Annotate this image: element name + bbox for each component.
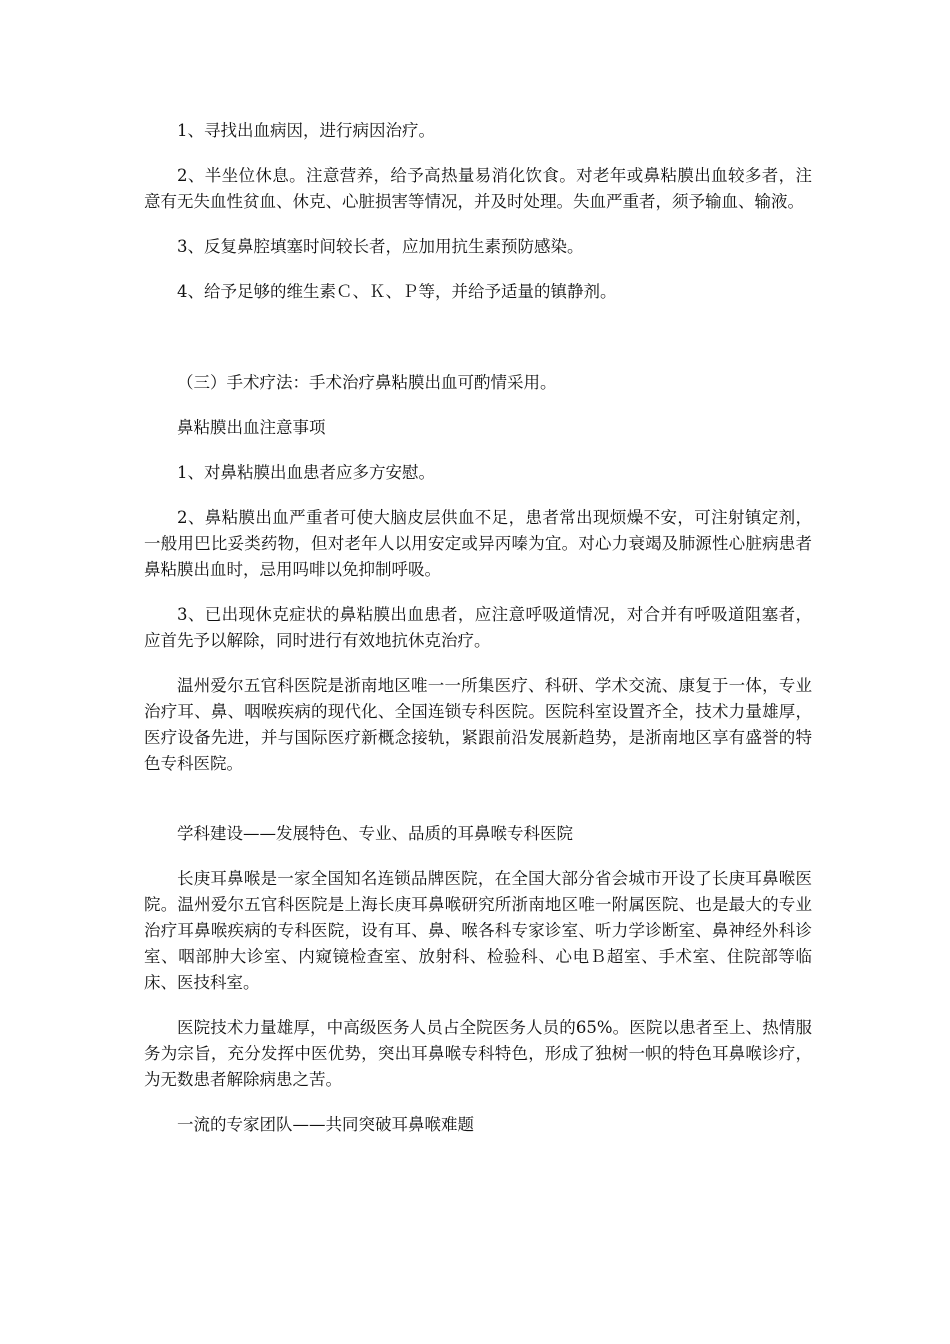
paragraph-precaution-2: 2、鼻粘膜出血严重者可使大脑皮层供血不足，患者常出现烦燥不安，可注射镇定剂，一般用巴比妥类药物，但对老年人以用安定或异丙嗪为宜。对心力衰竭及肺源性心脏病患者鼻粘膜出血时，忌用吗啡以免抑制呼吸。 [144, 508, 812, 579]
document-body [144, 118, 812, 1157]
paragraph-discipline-body: 长庚耳鼻喉是一家全国知名连锁品牌医院，在全国大部分省会城市开设了长庚耳鼻喉医院。温州爱尔五官科医院是上海长庚耳鼻喉研究所浙南地区唯一附属医院、也是最大的专业治疗耳鼻喉疾病的专科医院，设有耳、鼻、喉各科专家诊室、听力学诊断室、鼻神经外科诊室、咽部肿大诊室、内窥镜检查室、放射科、检验科、心电Ｂ超室、手术室、住院部等临床、医技科室。 [144, 869, 812, 992]
paragraph-precaution-1: 1、对鼻粘膜出血患者应多方安慰。 [177, 463, 435, 482]
paragraph-expert-team-heading: 一流的专家团队——共同突破耳鼻喉难题 [177, 1115, 474, 1134]
spacer [144, 796, 812, 821]
paragraph-discipline-heading: 学科建设——发展特色、专业、品质的耳鼻喉专科医院 [177, 824, 573, 843]
paragraph-treatment-1: 1、寻找出血病因，进行病因治疗。 [177, 121, 435, 140]
paragraph-treatment-4: 4、给予足够的维生素Ｃ、Ｋ、Ｐ等，并给予适量的镇静剂。 [177, 282, 617, 301]
paragraph-hospital-intro: 温州爱尔五官科医院是浙南地区唯一一所集医疗、科研、学术交流、康复于一体，专业治疗耳、鼻、咽喉疾病的现代化、全国连锁专科医院。医院科室设置齐全，技术力量雄厚，医疗设备先进，并与国际医疗新概念接轨，紧跟前沿发展新趋势，是浙南地区享有盛誉的特色专科医院。 [144, 676, 812, 773]
paragraph-treatment-2: 2、半坐位休息。注意营养，给予高热量易消化饮食。对老年或鼻粘膜出血较多者，注意有无失血性贫血、休克、心脏损害等情况，并及时处理。失血严重者，须予输血、输液。 [144, 166, 812, 211]
paragraph-treatment-3: 3、反复鼻腔填塞时间较长者，应加用抗生素预防感染。 [177, 237, 584, 256]
spacer [144, 324, 812, 370]
paragraph-precautions-heading: 鼻粘膜出血注意事项 [177, 418, 326, 437]
paragraph-technical-strength: 医院技术力量雄厚，中高级医务人员占全院医务人员的65%。医院以患者至上、热情服务为宗旨，充分发挥中医优势，突出耳鼻喉专科特色，形成了独树一帜的特色耳鼻喉诊疗，为无数患者解除病患之苦。 [144, 1018, 812, 1089]
paragraph-surgery-heading: （三）手术疗法：手术治疗鼻粘膜出血可酌情采用。 [177, 373, 557, 392]
paragraph-precaution-3: 3、已出现休克症状的鼻粘膜出血患者，应注意呼吸道情况，对合并有呼吸道阻塞者，应首先予以解除，同时进行有效地抗休克治疗。 [144, 605, 812, 650]
